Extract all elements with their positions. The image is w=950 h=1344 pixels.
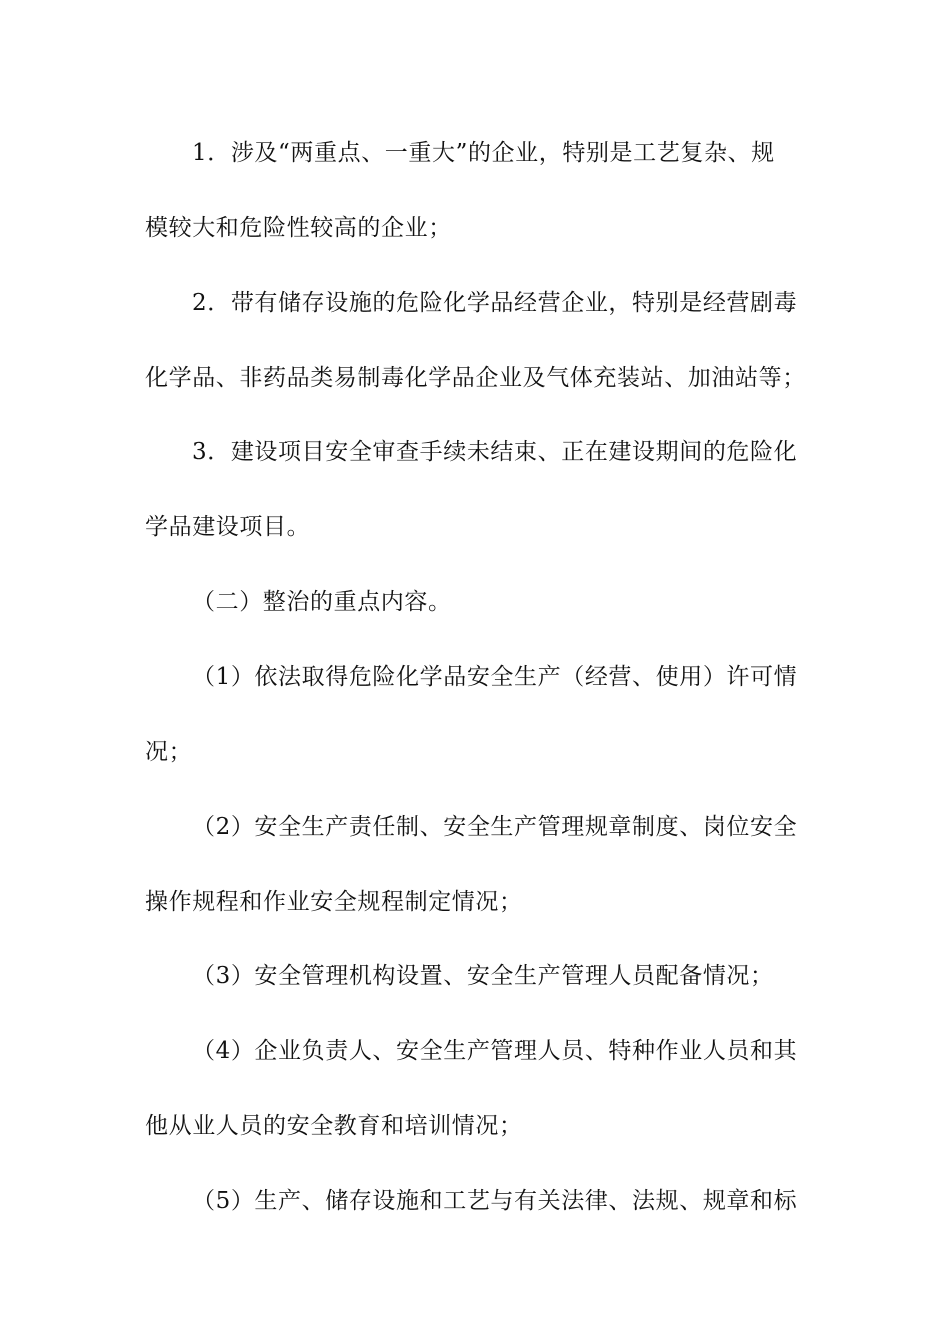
item-4-line-1: （4）企业负责人、安全生产管理人员、特种作业人员和其: [192, 1038, 798, 1064]
paragraph-3-line-1: 3．建设项目安全审查手续未结束、正在建设期间的危险化: [192, 439, 798, 465]
item-1-line-1: （1）依法取得危险化学品安全生产（经营、使用）许可情: [192, 664, 798, 690]
paragraph-2-line-1: 2．带有储存设施的危险化学品经营企业，特别是经营剧毒: [192, 290, 798, 316]
item-4-line-2: 他从业人员的安全教育和培训情况；: [145, 1113, 523, 1139]
paragraph-3-line-2: 学品建设项目。: [145, 514, 311, 540]
paragraph-2-line-2: 化学品、非药品类易制毒化学品企业及气体充装站、加油站等；: [145, 365, 806, 391]
item-5-line-1: （5）生产、储存设施和工艺与有关法律、法规、规章和标: [192, 1188, 798, 1214]
paragraph-1-line-1: 1．涉及“两重点、一重大”的企业，特别是工艺复杂、规: [192, 140, 775, 166]
item-1-line-2: 况；: [145, 739, 193, 765]
item-2-line-2: 操作规程和作业安全规程制定情况；: [145, 889, 523, 915]
section-heading: （二）整治的重点内容。: [192, 589, 452, 615]
paragraph-1-line-2: 模较大和危险性较高的企业；: [145, 215, 452, 241]
item-2-line-1: （2）安全生产责任制、安全生产管理规章制度、岗位安全: [192, 814, 798, 840]
item-3-line-1: （3）安全管理机构设置、安全生产管理人员配备情况；: [192, 963, 774, 989]
